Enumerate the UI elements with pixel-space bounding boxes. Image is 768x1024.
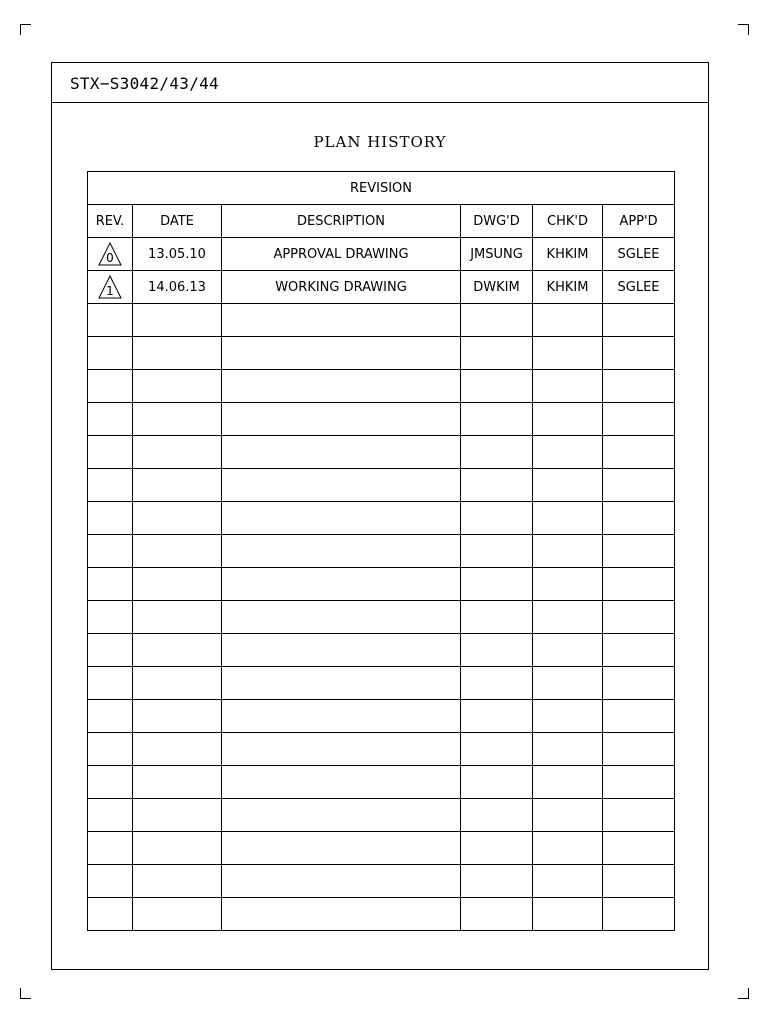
approved-by-cell: [603, 667, 675, 700]
revision-number: 0: [106, 251, 114, 265]
checked-by-cell: [533, 898, 603, 931]
rev-cell: [88, 370, 133, 403]
checked-by-cell: [533, 799, 603, 832]
crop-mark-top-left: [20, 24, 31, 35]
approved-by-cell: [603, 865, 675, 898]
empty-table-row: [88, 502, 675, 535]
empty-table-row: [88, 568, 675, 601]
rev-cell: [88, 799, 133, 832]
date-cell: [133, 370, 222, 403]
revision-number: 1: [106, 284, 114, 298]
empty-table-row: [88, 700, 675, 733]
checked-by-cell: [533, 733, 603, 766]
drawn-by-cell: [461, 436, 533, 469]
empty-table-row: [88, 733, 675, 766]
approved-by-cell: [603, 370, 675, 403]
rev-cell: [88, 403, 133, 436]
description-cell: [222, 832, 461, 865]
rev-cell: [88, 898, 133, 931]
rev-cell: [88, 766, 133, 799]
description-cell: [222, 337, 461, 370]
rev-cell: [88, 700, 133, 733]
checked-by-cell: [533, 832, 603, 865]
empty-table-row: [88, 799, 675, 832]
description-cell: [222, 865, 461, 898]
header-drawn-by: DWG'D: [461, 205, 533, 238]
date-cell: [133, 403, 222, 436]
checked-by-cell: [533, 667, 603, 700]
crop-mark-top-right: [738, 24, 749, 35]
rev-cell: [88, 568, 133, 601]
drawn-by-cell: [461, 898, 533, 931]
date-cell: [133, 337, 222, 370]
rev-cell: [88, 832, 133, 865]
header-checked-by: CHK'D: [533, 205, 603, 238]
date-cell: [133, 766, 222, 799]
description-cell: [222, 799, 461, 832]
approved-by-cell: [603, 502, 675, 535]
drawn-by-cell: [461, 667, 533, 700]
date-cell: [133, 535, 222, 568]
checked-by-cell: [533, 469, 603, 502]
date-cell: [133, 634, 222, 667]
approved-by-cell: [603, 436, 675, 469]
table-row: [88, 271, 675, 304]
empty-table-row: [88, 634, 675, 667]
rev-cell: [88, 502, 133, 535]
rev-cell: [88, 271, 133, 304]
date-cell: [133, 700, 222, 733]
approved-by-cell: SGLEE: [603, 238, 675, 271]
description-cell: [222, 634, 461, 667]
approved-by-cell: [603, 568, 675, 601]
description-cell: [222, 469, 461, 502]
approved-by-cell: [603, 832, 675, 865]
date-cell: [133, 601, 222, 634]
revision-caption-row: [88, 172, 675, 205]
approved-by-cell: [603, 766, 675, 799]
empty-table-row: [88, 403, 675, 436]
drawn-by-cell: [461, 766, 533, 799]
frame-header: [52, 63, 708, 103]
date-cell: [133, 502, 222, 535]
description-cell: [222, 370, 461, 403]
date-cell: 13.05.10: [133, 238, 222, 271]
date-cell: [133, 799, 222, 832]
empty-table-row: [88, 832, 675, 865]
rev-cell: [88, 436, 133, 469]
empty-table-row: [88, 865, 675, 898]
crop-mark-bottom-right: [738, 988, 749, 999]
description-cell: [222, 700, 461, 733]
rev-cell: [88, 304, 133, 337]
rev-cell: [88, 733, 133, 766]
checked-by-cell: [533, 700, 603, 733]
drawn-by-cell: [461, 568, 533, 601]
description-cell: APPROVAL DRAWING: [222, 238, 461, 271]
description-cell: [222, 535, 461, 568]
page-title: PLAN HISTORY: [313, 133, 447, 151]
empty-table-row: [88, 601, 675, 634]
description-cell: [222, 304, 461, 337]
description-cell: [222, 601, 461, 634]
table-row: [88, 238, 675, 271]
date-cell: [133, 733, 222, 766]
drawn-by-cell: [461, 700, 533, 733]
drawn-by-cell: JMSUNG: [461, 238, 533, 271]
empty-table-row: [88, 469, 675, 502]
crop-mark-bottom-left: [20, 988, 31, 999]
drawn-by-cell: [461, 403, 533, 436]
rev-cell: [88, 238, 133, 271]
header-approved-by: APP'D: [603, 205, 675, 238]
empty-table-row: [88, 370, 675, 403]
empty-table-row: [88, 436, 675, 469]
drawn-by-cell: [461, 337, 533, 370]
description-cell: [222, 898, 461, 931]
checked-by-cell: [533, 304, 603, 337]
description-cell: [222, 568, 461, 601]
approved-by-cell: [603, 601, 675, 634]
drawn-by-cell: [461, 865, 533, 898]
empty-table-row: [88, 535, 675, 568]
description-cell: [222, 667, 461, 700]
checked-by-cell: [533, 370, 603, 403]
checked-by-cell: [533, 535, 603, 568]
drawn-by-cell: [461, 304, 533, 337]
revision-triangle-icon: [97, 241, 123, 267]
approved-by-cell: [603, 535, 675, 568]
approved-by-cell: [603, 898, 675, 931]
approved-by-cell: [603, 304, 675, 337]
date-cell: [133, 469, 222, 502]
header-description: DESCRIPTION: [222, 205, 461, 238]
revision-triangle-icon: [97, 274, 123, 300]
checked-by-cell: [533, 601, 603, 634]
empty-table-row: [88, 898, 675, 931]
rev-cell: [88, 634, 133, 667]
drawn-by-cell: [461, 535, 533, 568]
date-cell: [133, 568, 222, 601]
drawn-by-cell: [461, 832, 533, 865]
date-cell: [133, 667, 222, 700]
empty-table-row: [88, 766, 675, 799]
revision-caption: REVISION: [88, 172, 675, 205]
drawn-by-cell: [461, 799, 533, 832]
date-cell: [133, 436, 222, 469]
drawn-by-cell: [461, 469, 533, 502]
checked-by-cell: [533, 568, 603, 601]
approved-by-cell: [603, 337, 675, 370]
checked-by-cell: [533, 634, 603, 667]
drawn-by-cell: DWKIM: [461, 271, 533, 304]
rev-cell: [88, 601, 133, 634]
drawn-by-cell: [461, 601, 533, 634]
checked-by-cell: [533, 865, 603, 898]
approved-by-cell: [603, 799, 675, 832]
drawn-by-cell: [461, 733, 533, 766]
header-rev: REV.: [88, 205, 133, 238]
date-cell: [133, 304, 222, 337]
description-cell: [222, 733, 461, 766]
drawing-number: STX−S3042/43/44: [70, 74, 219, 93]
description-cell: [222, 403, 461, 436]
rev-cell: [88, 469, 133, 502]
approved-by-cell: SGLEE: [603, 271, 675, 304]
description-cell: [222, 766, 461, 799]
checked-by-cell: [533, 502, 603, 535]
date-cell: 14.06.13: [133, 271, 222, 304]
date-cell: [133, 832, 222, 865]
revision-table: [87, 171, 675, 931]
approved-by-cell: [603, 634, 675, 667]
revision-header-row: [88, 205, 675, 238]
approved-by-cell: [603, 733, 675, 766]
checked-by-cell: [533, 766, 603, 799]
approved-by-cell: [603, 700, 675, 733]
drawn-by-cell: [461, 634, 533, 667]
drawn-by-cell: [461, 370, 533, 403]
description-cell: [222, 436, 461, 469]
checked-by-cell: KHKIM: [533, 238, 603, 271]
empty-table-row: [88, 304, 675, 337]
date-cell: [133, 898, 222, 931]
rev-cell: [88, 337, 133, 370]
approved-by-cell: [603, 469, 675, 502]
rev-cell: [88, 535, 133, 568]
header-date: DATE: [133, 205, 222, 238]
empty-table-row: [88, 337, 675, 370]
approved-by-cell: [603, 403, 675, 436]
description-cell: [222, 502, 461, 535]
rev-cell: [88, 667, 133, 700]
date-cell: [133, 865, 222, 898]
description-cell: WORKING DRAWING: [222, 271, 461, 304]
checked-by-cell: [533, 436, 603, 469]
revision-table-body: [88, 238, 675, 931]
checked-by-cell: [533, 337, 603, 370]
drawn-by-cell: [461, 502, 533, 535]
checked-by-cell: KHKIM: [533, 271, 603, 304]
rev-cell: [88, 865, 133, 898]
empty-table-row: [88, 667, 675, 700]
checked-by-cell: [533, 403, 603, 436]
